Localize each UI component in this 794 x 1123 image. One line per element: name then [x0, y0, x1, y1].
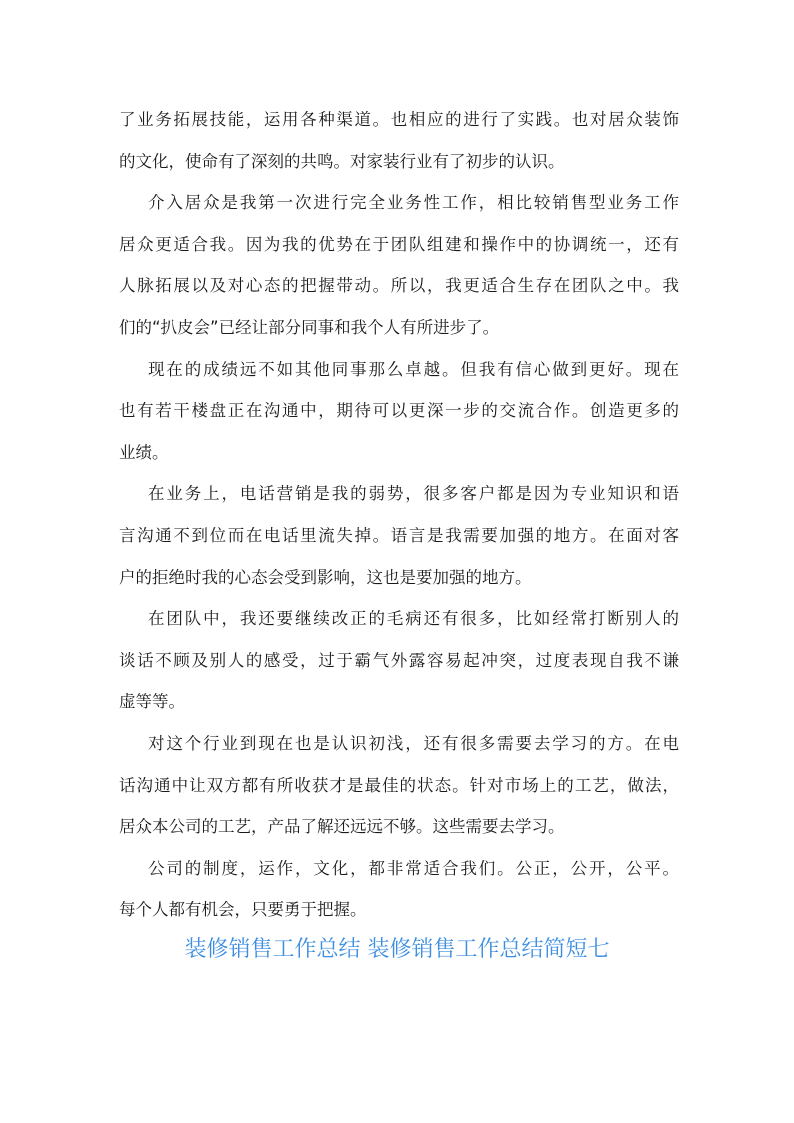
paragraph-5-line-3: 虚等等。	[119, 692, 185, 712]
paragraph-5-line-1: 在团队中，我还要继续改正的毛病还有很多，比如经常打断别人的	[148, 609, 679, 629]
paragraph-1-line-2: 的文化，使命有了深刻的共鸣。对家装行业有了初步的认识。	[119, 151, 565, 171]
paragraph-2-line-4: 们的“扒皮会”已经让部分同事和我个人有所进步了。	[119, 317, 500, 337]
paragraph-4-line-2: 言沟通不到位而在电话里流失掉。语言是我需要加强的地方。在面对客	[119, 525, 679, 545]
paragraph-5-line-2: 谈话不顾及别人的感受，过于霸气外露容易起冲突，过度表现自我不谦	[119, 650, 679, 670]
paragraph-2-line-3: 人脉拓展以及对心态的把握带动。所以，我更适合生存在团队之中。我	[119, 276, 679, 296]
paragraph-6-line-1: 对这个行业到现在也是认识初浅，还有很多需要去学习的方。在电	[148, 733, 679, 753]
paragraph-3-line-3: 业绩。	[119, 442, 169, 462]
paragraph-4-line-1: 在业务上，电话营销是我的弱势，很多客户都是因为专业知识和语	[148, 484, 679, 504]
paragraph-3-line-1: 现在的成绩远不如其他同事那么卓越。但我有信心做到更好。现在	[148, 359, 679, 379]
paragraph-2-line-1: 介入居众是我第一次进行完全业务性工作，相比较销售型业务工作	[148, 193, 679, 213]
paragraph-3-line-2: 也有若干楼盘正在沟通中，期待可以更深一步的交流合作。创造更多的	[119, 401, 679, 421]
paragraph-6-line-3: 居众本公司的工艺，产品了解还远远不够。这些需要去学习。	[119, 817, 565, 837]
paragraph-1-line-1: 了业务拓展技能，运用各种渠道。也相应的进行了实践。也对居众装饰	[119, 110, 679, 129]
paragraph-4-line-3: 户的拒绝时我的心态会受到影响，这也是要加强的地方。	[119, 567, 532, 587]
paragraph-7-line-1: 公司的制度，运作，文化，都非常适合我们。公正，公开，公平。	[148, 858, 679, 878]
paragraph-6-line-2: 话沟通中让双方都有所收获才是最佳的状态。针对市场上的工艺，做法，	[119, 775, 679, 795]
paragraph-7-line-2: 每个人都有机会，只要勇于把握。	[119, 900, 367, 920]
section-heading[interactable]: 装修销售工作总结 装修销售工作总结简短七	[184, 937, 610, 962]
body-text	[119, 99, 679, 931]
paragraph-2-line-2: 居众更适合我。因为我的优势在于团队组建和操作中的协调统一，还有	[119, 234, 679, 254]
